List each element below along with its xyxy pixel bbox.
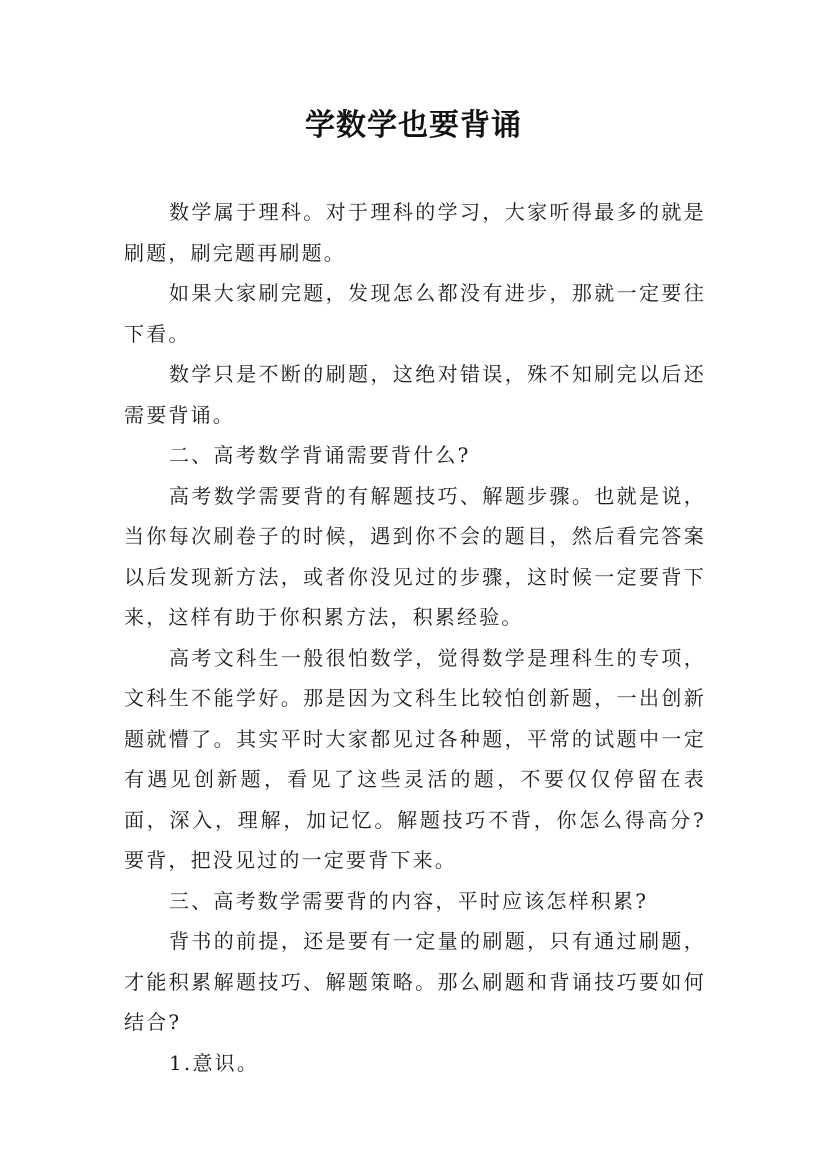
paragraph: 高考数学需要背的有解题技巧、解题步骤。也就是说，当你每次刷卷子的时候，遇到你不会的题目，然后看完答案以后发现新方法，或者你没见过的步骤，这时候一定要背下来，这样有助于你积累方法，积累经验。 xyxy=(124,483,706,629)
document-body xyxy=(124,192,706,1083)
paragraph: 数学属于理科。对于理科的学习，大家听得最多的就是刷题，刷完题再刷题。 xyxy=(124,200,706,265)
paragraph: 高考文科生一般很怕数学，觉得数学是理科生的专项，文科生不能学好。那是因为文科生比较怕创新题，一出创新题就懵了。其实平时大家都见过各种题，平常的试题中一定有遇见创新题，看见了这些灵活的题，不要仅仅停留在表面，深入，理解，加记忆。解题技巧不背，你怎么得高分?要背，把没见过的一定要背下来。 xyxy=(124,645,706,872)
document-title: 学数学也要背诵 xyxy=(305,108,522,143)
section-heading: 二、高考数学背诵需要背什么? xyxy=(169,443,471,467)
paragraph: 数学只是不断的刷题，这绝对错误，殊不知刷完以后还需要背诵。 xyxy=(124,362,706,427)
list-item: 1.意识。 xyxy=(169,1050,260,1075)
paragraph: 背书的前提，还是要有一定量的刷题，只有通过刷题，才能积累解题技巧、解题策略。那么刷题和背诵技巧要如何结合? xyxy=(124,929,706,1034)
section-heading: 三、高考数学需要背的内容，平时应该怎样积累? xyxy=(169,888,649,913)
paragraph: 如果大家刷完题，发现怎么都没有进步，那就一定要往下看。 xyxy=(124,281,706,346)
